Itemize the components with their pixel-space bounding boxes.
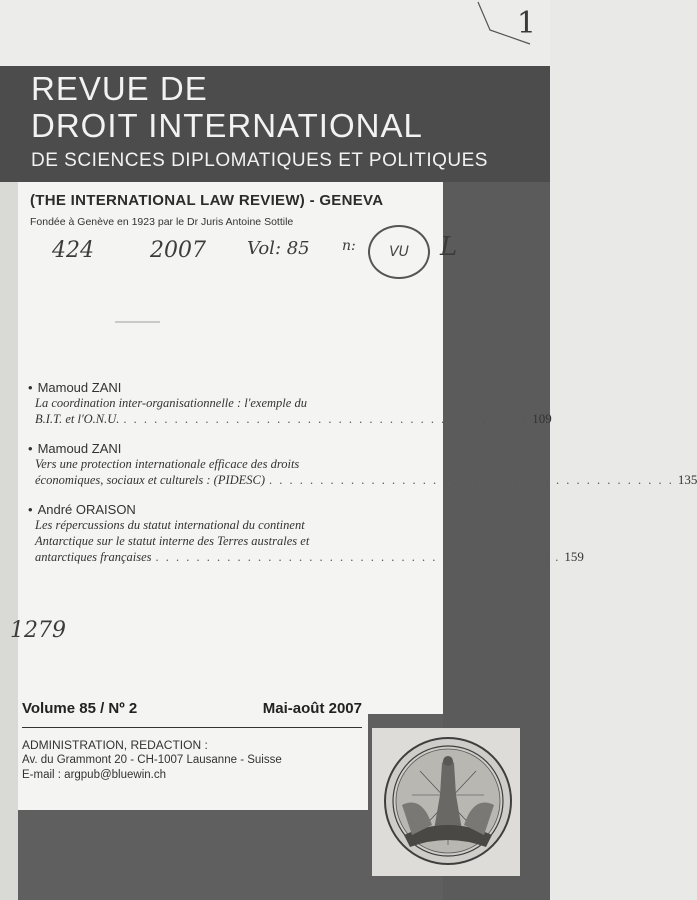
administration-email: E-mail : argpub@bluewin.ch <box>22 769 166 781</box>
vu-stamp <box>368 225 430 279</box>
table-of-contents <box>20 380 697 579</box>
toc-author <box>20 441 430 456</box>
article-title-last-line <box>20 472 697 488</box>
handwritten-1279: 1279 <box>10 618 66 643</box>
article-title-end: antarctiques françaises <box>35 550 152 564</box>
issue-divider <box>22 727 362 728</box>
journal-title-line-3: DE SCIENCES DIPLOMATIQUES ET POLITIQUES <box>31 150 488 171</box>
administration-title: ADMINISTRATION, REDACTION : <box>22 738 208 752</box>
article-title-end: économiques, sociaux et culturels : (PIDESC) <box>35 473 266 487</box>
page-number: 159 <box>564 549 584 564</box>
dot-leader: . . . . . . . . . . . . . . . . . . . . . . . . . . . . . . . . . . . . . . . . <box>269 473 674 487</box>
handwritten-no: n: <box>342 238 356 254</box>
journal-title-line-1: REVUE DE <box>31 70 208 107</box>
toc-author <box>20 380 430 395</box>
founding-note: Fondée à Genève en 1923 par le Dr Juris Antoine Sottile <box>30 216 294 228</box>
top-margin <box>0 0 550 70</box>
handwritten-vol: Vol: 85 <box>247 238 310 259</box>
corner-handwritten-mark: 1 <box>516 6 536 41</box>
journal-title-line-2: DROIT INTERNATIONAL <box>31 107 423 144</box>
smudge-mark <box>115 321 160 323</box>
article-title-last-line <box>20 549 584 565</box>
article-title-line: La coordination inter-organisationnelle : l'exemple du <box>35 396 307 410</box>
journal-subtitle: (THE INTERNATIONAL LAW REVIEW) - GENEVA <box>30 192 384 209</box>
handwritten-L: L <box>440 232 458 262</box>
bullet-icon: • <box>28 502 33 517</box>
article-title-line: Les répercussions du statut international du continent <box>35 518 305 532</box>
seal-emblem-icon <box>382 735 514 867</box>
article-title-line: Antarctique sur le statut interne des Terres australes et <box>35 534 310 548</box>
handwritten-2007: 2007 <box>150 238 206 263</box>
issue-date: Mai-août 2007 <box>262 700 362 717</box>
bullet-icon: • <box>28 380 33 395</box>
toc-entry <box>20 380 552 427</box>
article-title-end: B.I.T. et l'O.N.U. <box>35 412 120 426</box>
article-title-last-line <box>20 411 552 427</box>
author-name: Mamoud ZANI <box>37 441 122 456</box>
left-margin-strip <box>0 182 18 900</box>
administration-block <box>22 738 362 798</box>
author-name: André ORAISON <box>37 502 136 517</box>
administration-address: Av. du Grammont 20 - CH-1007 Lausanne - Suisse <box>22 754 282 766</box>
toc-entry <box>20 441 697 488</box>
toc-entry <box>20 502 584 565</box>
dot-leader: . . . . . . . . . . . . . . . . . . . . . . . . . . . . . . . . . . . . . . . . <box>155 550 561 564</box>
stamp-text: VU <box>389 244 409 260</box>
handwritten-424: 424 <box>52 238 94 263</box>
page-number: 135 <box>677 472 697 487</box>
volume-number: Volume 85 / Nº 2 <box>22 700 138 717</box>
article-title-line: Vers une protection internationale efficace des droits <box>35 457 300 471</box>
page-number: 109 <box>532 411 552 426</box>
toc-author <box>20 502 430 517</box>
corner-pencil-line <box>470 0 550 45</box>
author-name: Mamoud ZANI <box>37 380 122 395</box>
bullet-icon: • <box>28 441 33 456</box>
dot-leader: . . . . . . . . . . . . . . . . . . . . . . . . . . . . . . . . . . . . . . . . <box>123 412 529 426</box>
